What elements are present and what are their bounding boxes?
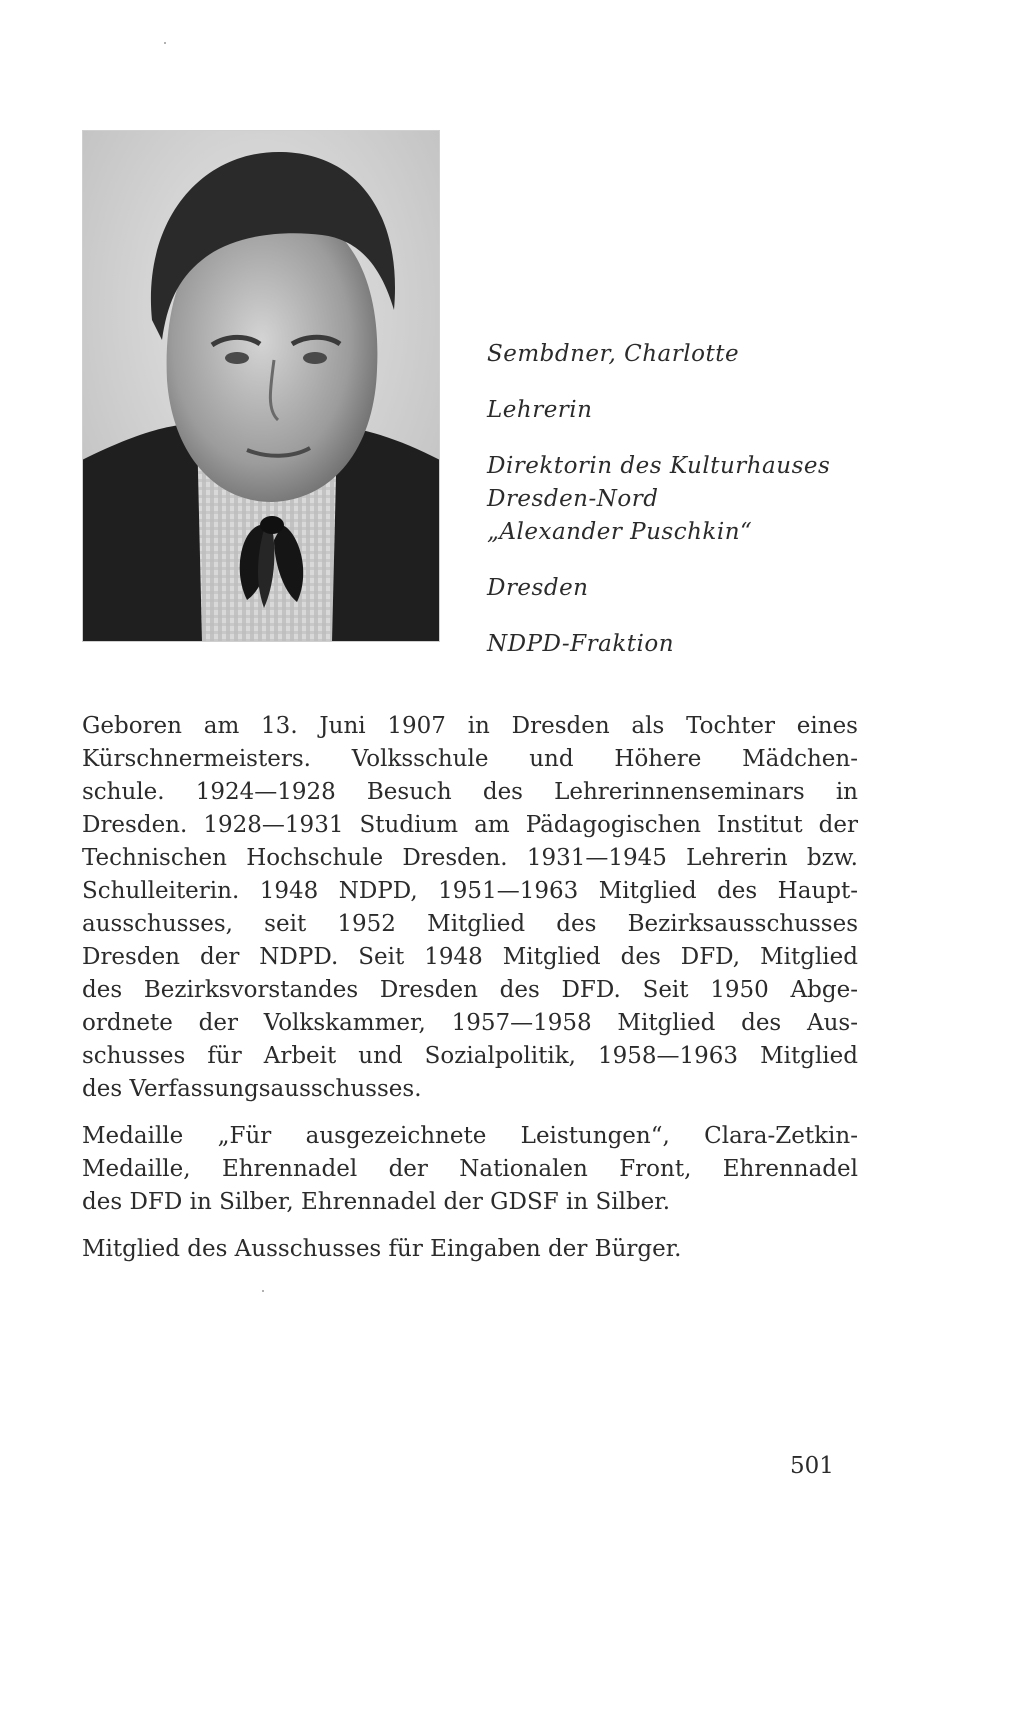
person-faction: NDPD-Fraktion bbox=[487, 631, 675, 657]
person-position-line: Dresden-Nord bbox=[487, 486, 659, 512]
person-position-line: „Alexander Puschkin“ bbox=[487, 519, 753, 545]
portrait-photo bbox=[82, 130, 440, 642]
biography-line: Dresden der NDPD. Seit 1948 Mitglied des DFD, Mitglied bbox=[82, 944, 858, 970]
committee-line: Mitglied des Ausschusses für Eingaben der Bürger. bbox=[82, 1236, 682, 1262]
person-position-line: Direktorin des Kulturhauses bbox=[487, 453, 831, 479]
person-name: Sembdner, Charlotte bbox=[487, 341, 740, 367]
biography-line: ausschusses, seit 1952 Mitglied des Bezirksausschusses bbox=[82, 911, 858, 937]
awards-line: Medaille, Ehrennadel der Nationalen Front, Ehrennadel bbox=[82, 1156, 858, 1182]
scan-speck bbox=[262, 1290, 264, 1292]
biography-line: ordnete der Volkskammer, 1957—1958 Mitglied des Aus- bbox=[82, 1010, 858, 1036]
biography-line: des Verfassungsausschusses. bbox=[82, 1076, 422, 1102]
person-info bbox=[487, 338, 927, 661]
page-number: 501 bbox=[790, 1453, 834, 1479]
biography-line: Kürschnermeisters. Volksschule und Höhere Mädchen- bbox=[82, 746, 858, 772]
awards-line: Medaille „Für ausgezeichnete Leistungen“, Clara-Zetkin- bbox=[82, 1123, 858, 1149]
biography-line: des Bezirksvorstandes Dresden des DFD. Seit 1950 Abge- bbox=[82, 977, 858, 1003]
person-profession: Lehrerin bbox=[487, 397, 593, 423]
biography-line: Technischen Hochschule Dresden. 1931—1945 Lehrerin bzw. bbox=[82, 845, 858, 871]
awards-paragraph bbox=[82, 1120, 858, 1219]
person-place: Dresden bbox=[487, 575, 589, 601]
biography-line: schusses für Arbeit und Sozialpolitik, 1958—1963 Mitglied bbox=[82, 1043, 858, 1069]
committee-paragraph bbox=[82, 1233, 858, 1266]
biography-line: schule. 1924—1928 Besuch des Lehrerinnenseminars in bbox=[82, 779, 858, 805]
scan-speck bbox=[164, 42, 166, 44]
biography bbox=[82, 710, 858, 1280]
biography-line: Dresden. 1928—1931 Studium am Pädagogischen Institut der bbox=[82, 812, 858, 838]
awards-line: des DFD in Silber, Ehrennadel der GDSF in Silber. bbox=[82, 1189, 671, 1215]
biography-line: Geboren am 13. Juni 1907 in Dresden als Tochter eines bbox=[82, 713, 858, 739]
biography-line: Schulleiterin. 1948 NDPD, 1951—1963 Mitglied des Haupt- bbox=[82, 878, 858, 904]
biography-paragraph bbox=[82, 710, 858, 1106]
